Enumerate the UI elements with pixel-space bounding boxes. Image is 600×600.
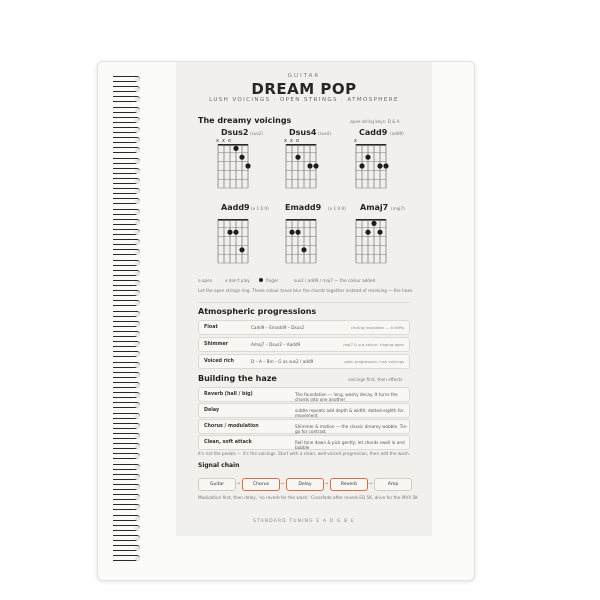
- legend-mute: x don't play: [225, 278, 250, 283]
- signal-chain-heading: Signal chain: [198, 462, 240, 469]
- voicings-key-note: open-string keys: D & A: [350, 119, 400, 124]
- chord-name-4: Aadd9: [221, 203, 250, 212]
- progression-chords: Cadd9 – Emadd9 – Dsus2: [251, 324, 305, 330]
- voicings-caption: Let the open strings ring. These colour tones blur the chords together instead of resolving — the haze.: [198, 288, 414, 293]
- haze-technique: Delay: [204, 407, 220, 413]
- chain-arrow-icon: →: [280, 481, 285, 487]
- haze-heading: Building the haze: [198, 374, 277, 383]
- finger-dot: [365, 155, 370, 160]
- haze-technique: Reverb (hall / big): [204, 391, 253, 397]
- string-marker: x: [290, 138, 293, 144]
- finger-dot: [365, 230, 370, 235]
- chord-formula-2: (sus4): [318, 131, 331, 136]
- chain-arrow-icon: →: [368, 481, 373, 487]
- chord-nut: [286, 144, 316, 146]
- progression-note: plain progression, lush voicings: [344, 359, 404, 364]
- header-subtitle: LUSH VOICINGS · OPEN STRINGS · ATMOSPHERE: [209, 97, 399, 103]
- chord-name-1: Dsus2: [221, 128, 249, 137]
- progression-name: Float: [204, 324, 218, 330]
- finger-dot: [371, 221, 376, 226]
- progression-name: Shimmer: [204, 341, 229, 347]
- chord-formula-5: (x 1 0 9): [328, 206, 346, 211]
- chord-formula-4: (x 1 0 9): [251, 206, 269, 211]
- finger-dot: [307, 163, 312, 168]
- haze-row: [198, 419, 410, 434]
- progression-note: circling resolution — it drifts: [350, 325, 404, 330]
- finger-dot: [295, 155, 300, 160]
- divider: [198, 302, 410, 303]
- chain-item-chorus: Chorus: [242, 478, 280, 491]
- finger-dot: [301, 247, 306, 252]
- string-marker: x: [222, 138, 225, 144]
- chord-name-2: Dsus4: [289, 128, 317, 137]
- chord-nut: [218, 144, 248, 146]
- finger-dot: [289, 230, 294, 235]
- footer-tuning: STANDARD TUNING E A D G B E: [253, 519, 355, 524]
- haze-description: The foundation — long, washy decay. It turns the chords into one another: [295, 391, 398, 402]
- chord-nut: [356, 219, 386, 221]
- haze-side-note: voicings first, then effects: [348, 377, 403, 382]
- chain-item-delay: Delay: [286, 478, 324, 491]
- finger-dot: [245, 163, 250, 168]
- string-marker: x: [284, 138, 287, 144]
- legend-open: o open: [198, 278, 213, 283]
- chain-arrow-icon: →: [236, 481, 241, 487]
- haze-description: Shimmer & motion — the classic dreamy wobble. Tie-go for contrast: [295, 423, 408, 434]
- progression-row: [198, 354, 410, 369]
- finger-dot: [233, 146, 238, 151]
- finger-dot: [233, 230, 238, 235]
- haze-caption: It's not the pedals — it's the voicings. Start with a clean, well-voiced progression, then add the wash.: [198, 451, 411, 456]
- haze-description: subtle repeats add depth & width; dotted-eighth for movement: [295, 407, 404, 418]
- finger-dot: [377, 163, 382, 168]
- string-marker: o: [296, 138, 300, 144]
- legend-finger: finger: [266, 278, 279, 283]
- progression-note: maj7 & sus colour, ringing open: [343, 342, 404, 347]
- chain-arrow-icon: →: [324, 481, 329, 487]
- chord-name-3: Cadd9: [359, 128, 388, 137]
- signal-chain-caption: Modulation first, then delay, 'no reverb for the wash.' Crossfade after reverb EQ 5K, drive for the MVV 5K: [198, 495, 418, 500]
- progression-chords: Amaj7 – Dsus2 – Aadd9: [251, 341, 301, 347]
- legend-color-note: sus2 / add9 / maj7 — the colour added: [294, 278, 376, 283]
- chain-item-reverb: Reverb: [330, 478, 368, 491]
- string-marker: x: [354, 138, 357, 144]
- haze-row: [198, 403, 410, 418]
- haze-row: [198, 435, 410, 450]
- progression-name: Voiced rich: [204, 358, 234, 364]
- haze-row: [198, 387, 410, 402]
- page-title: DREAM POP: [251, 80, 357, 98]
- finger-dot: [227, 230, 232, 235]
- haze-technique: Chorus / modulation: [204, 423, 259, 429]
- finger-dot: [239, 247, 244, 252]
- finger-dot: [359, 163, 364, 168]
- header-kicker: GUITAR: [287, 73, 321, 79]
- voicings-heading: The dreamy voicings: [198, 116, 292, 125]
- progressions-heading: Atmospheric progressions: [198, 307, 317, 316]
- chain-item-amp: Amp: [374, 478, 412, 491]
- finger-dot: [239, 155, 244, 160]
- chord-nut: [356, 144, 386, 146]
- haze-description: Roll tone down & pick gently; let chords swell in and bubble: [295, 439, 405, 450]
- legend-finger-dot: [259, 278, 263, 282]
- chord-nut: [286, 219, 316, 221]
- chord-formula-1: (sus2): [250, 131, 263, 136]
- chord-formula-3: (add9): [390, 131, 404, 136]
- string-marker: o: [228, 138, 232, 144]
- chord-nut: [218, 219, 248, 221]
- progression-chords: D – A – Bm – G as sus2 / add9: [251, 358, 314, 364]
- chord-name-5: Emadd9: [285, 203, 322, 212]
- finger-dot: [295, 230, 300, 235]
- finger-dot: [377, 230, 382, 235]
- chain-item-guitar: Guitar: [198, 478, 236, 491]
- finger-dot: [313, 163, 318, 168]
- chord-formula-6: (maj7): [391, 206, 405, 211]
- progression-row: [198, 337, 410, 352]
- string-marker: x: [216, 138, 219, 144]
- progression-row: [198, 320, 410, 335]
- chord-name-6: Amaj7: [360, 203, 389, 212]
- finger-dot: [383, 163, 388, 168]
- haze-technique: Clean, soft attack: [204, 439, 252, 445]
